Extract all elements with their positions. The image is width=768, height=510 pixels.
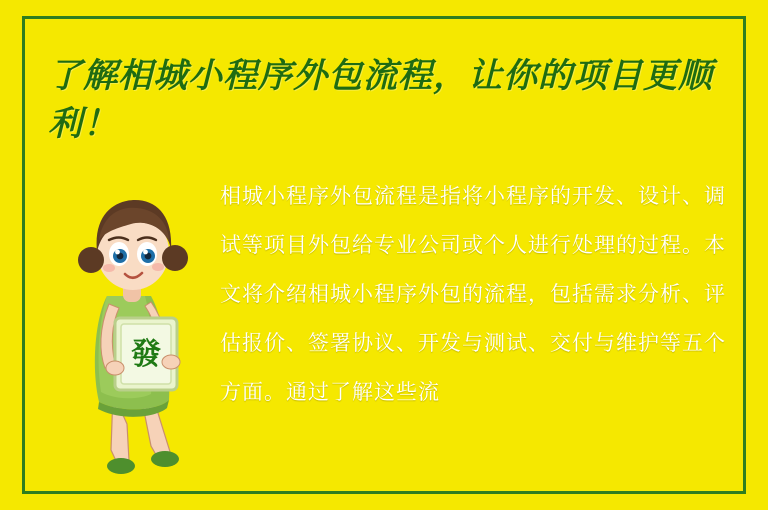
sign-character: 發	[131, 337, 161, 372]
article-body-text: 相城小程序外包流程是指将小程序的开发、设计、调试等项目外包给专业公司或个人进行处理的过程。本文将介绍相城小程序外包的流程，包括需求分析、评估报价、签署协议、开发与测试、交付与维护等五个方面。通过了解这些流	[220, 184, 726, 404]
mascot-illustration	[55, 178, 205, 488]
page-title: 了解相城小程序外包流程，让你的项目更顺利！	[48, 56, 713, 144]
